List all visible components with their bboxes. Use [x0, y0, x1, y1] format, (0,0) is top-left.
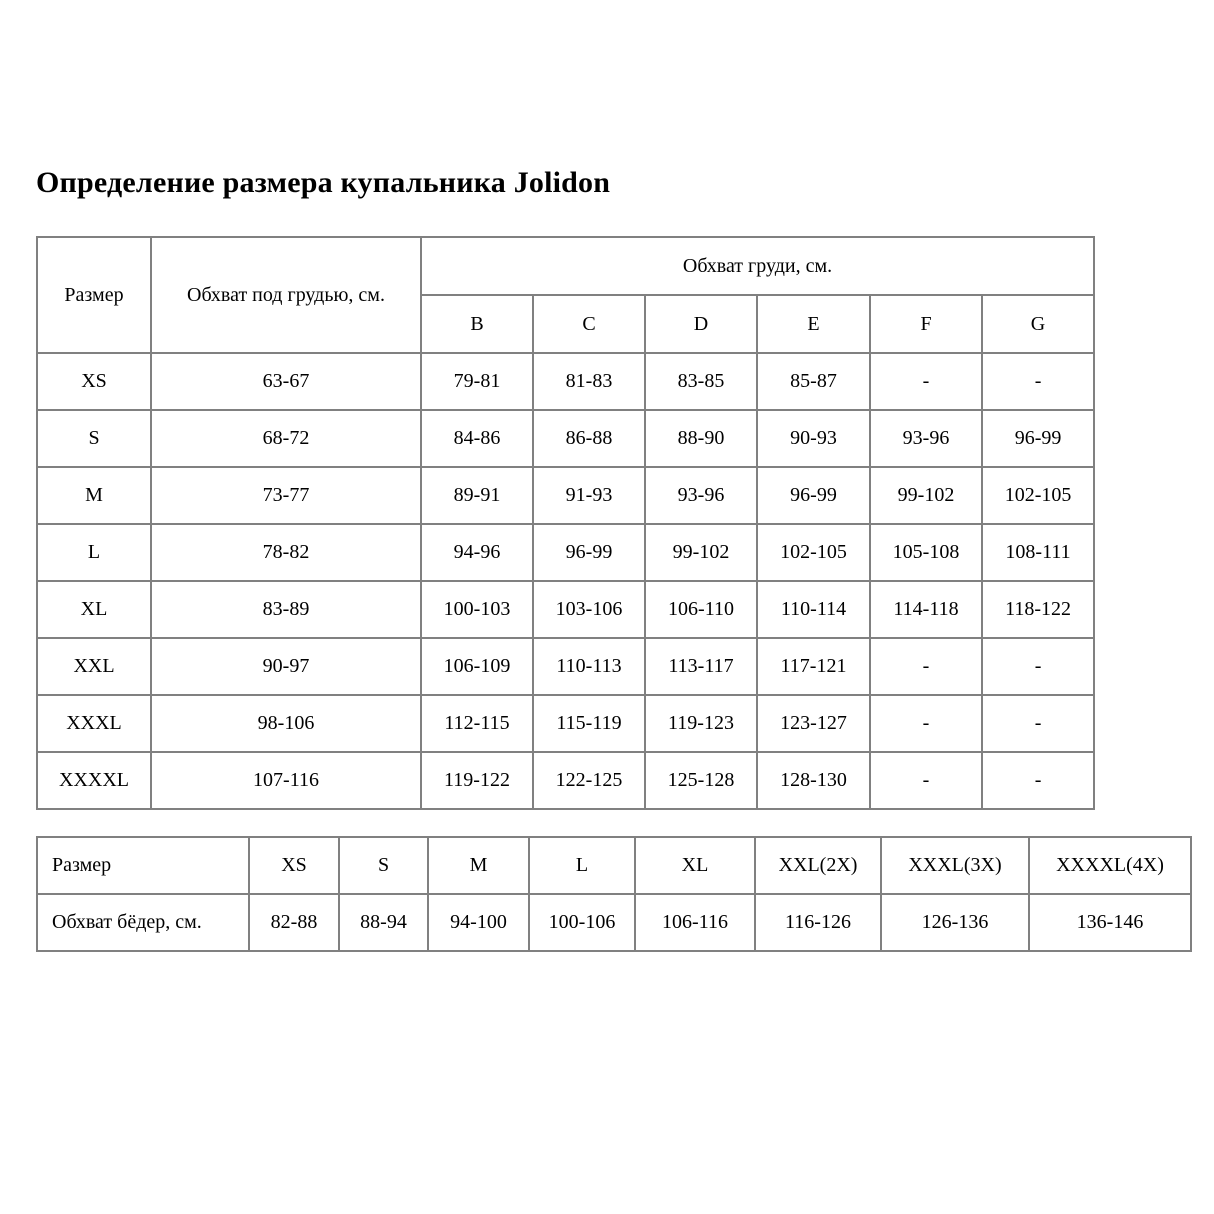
- size-cell: XXL: [37, 638, 151, 695]
- cup-cell: 102-105: [757, 524, 870, 581]
- hips-value-cell: 106-116: [635, 894, 755, 951]
- hips-value-cell: 136-146: [1029, 894, 1191, 951]
- size-cell: XXXXL: [37, 752, 151, 809]
- underbust-cell: 90-97: [151, 638, 421, 695]
- cup-cell: 96-99: [757, 467, 870, 524]
- size-cell: XS: [37, 353, 151, 410]
- cup-cell: 99-102: [645, 524, 757, 581]
- hips-header-row: [37, 837, 1191, 894]
- cup-cell: 115-119: [533, 695, 645, 752]
- cup-cell: -: [982, 638, 1094, 695]
- hips-size-cell: XL: [635, 837, 755, 894]
- cup-cell: 96-99: [533, 524, 645, 581]
- size-cell: XXXL: [37, 695, 151, 752]
- table-row-l: [37, 524, 1094, 581]
- size-cell: S: [37, 410, 151, 467]
- cup-cell: 113-117: [645, 638, 757, 695]
- cup-cell: 118-122: [982, 581, 1094, 638]
- hips-size-cell: S: [339, 837, 428, 894]
- cup-cell: 106-110: [645, 581, 757, 638]
- size-cell: L: [37, 524, 151, 581]
- underbust-cell: 78-82: [151, 524, 421, 581]
- bust-size-table: [36, 236, 1095, 810]
- cup-cell: 93-96: [645, 467, 757, 524]
- table-row-xxxl: [37, 695, 1094, 752]
- cup-cell: 81-83: [533, 353, 645, 410]
- underbust-cell: 73-77: [151, 467, 421, 524]
- header-cup-c: C: [533, 295, 645, 353]
- cup-cell: 103-106: [533, 581, 645, 638]
- hips-measure-label: Обхват бёдер, см.: [37, 894, 249, 951]
- cup-cell: 91-93: [533, 467, 645, 524]
- header-bust: Обхват груди, см.: [421, 237, 1094, 295]
- hips-size-cell: L: [529, 837, 635, 894]
- cup-cell: 89-91: [421, 467, 533, 524]
- hips-size-label: Размер: [37, 837, 249, 894]
- hips-value-cell: 116-126: [755, 894, 881, 951]
- hips-value-cell: 100-106: [529, 894, 635, 951]
- cup-cell: 106-109: [421, 638, 533, 695]
- cup-cell: 105-108: [870, 524, 982, 581]
- hips-value-cell: 94-100: [428, 894, 529, 951]
- header-cup-f: F: [870, 295, 982, 353]
- cup-cell: 79-81: [421, 353, 533, 410]
- size-cell: M: [37, 467, 151, 524]
- cup-cell: 122-125: [533, 752, 645, 809]
- cup-cell: 83-85: [645, 353, 757, 410]
- page-title: Определение размера купальника Jolidon: [36, 166, 611, 199]
- cup-cell: 84-86: [421, 410, 533, 467]
- table-row-xxxxl: [37, 752, 1094, 809]
- cup-cell: 94-96: [421, 524, 533, 581]
- cup-cell: 123-127: [757, 695, 870, 752]
- cup-cell: 96-99: [982, 410, 1094, 467]
- header-size: Размер: [37, 237, 151, 353]
- cup-cell: -: [870, 752, 982, 809]
- table-row-xs: [37, 353, 1094, 410]
- cup-cell: 90-93: [757, 410, 870, 467]
- cup-cell: 99-102: [870, 467, 982, 524]
- header-cup-e: E: [757, 295, 870, 353]
- cup-cell: 112-115: [421, 695, 533, 752]
- hips-size-cell: M: [428, 837, 529, 894]
- cup-cell: 108-111: [982, 524, 1094, 581]
- hips-size-cell: XXL(2X): [755, 837, 881, 894]
- table-row-xl: [37, 581, 1094, 638]
- hips-value-cell: 126-136: [881, 894, 1029, 951]
- table-row-m: [37, 467, 1094, 524]
- header-cup-g: G: [982, 295, 1094, 353]
- cup-cell: 128-130: [757, 752, 870, 809]
- cup-cell: 117-121: [757, 638, 870, 695]
- table-header-row-1: [37, 237, 1094, 295]
- cup-cell: 86-88: [533, 410, 645, 467]
- hips-value-cell: 88-94: [339, 894, 428, 951]
- table-row-s: [37, 410, 1094, 467]
- header-underbust: Обхват под грудью, см.: [151, 237, 421, 353]
- underbust-cell: 63-67: [151, 353, 421, 410]
- cup-cell: 119-122: [421, 752, 533, 809]
- hips-values-row: [37, 894, 1191, 951]
- underbust-cell: 107-116: [151, 752, 421, 809]
- cup-cell: 85-87: [757, 353, 870, 410]
- size-cell: XL: [37, 581, 151, 638]
- cup-cell: 93-96: [870, 410, 982, 467]
- cup-cell: 110-113: [533, 638, 645, 695]
- hips-size-table: [36, 836, 1192, 952]
- cup-cell: 110-114: [757, 581, 870, 638]
- underbust-cell: 83-89: [151, 581, 421, 638]
- cup-cell: -: [982, 752, 1094, 809]
- hips-size-cell: XXXXL(4X): [1029, 837, 1191, 894]
- table-row-xxl: [37, 638, 1094, 695]
- cup-cell: 125-128: [645, 752, 757, 809]
- underbust-cell: 68-72: [151, 410, 421, 467]
- cup-cell: -: [982, 353, 1094, 410]
- cup-cell: 88-90: [645, 410, 757, 467]
- hips-value-cell: 82-88: [249, 894, 339, 951]
- cup-cell: -: [982, 695, 1094, 752]
- cup-cell: -: [870, 638, 982, 695]
- hips-size-cell: XXXL(3X): [881, 837, 1029, 894]
- header-cup-b: B: [421, 295, 533, 353]
- cup-cell: 100-103: [421, 581, 533, 638]
- cup-cell: -: [870, 695, 982, 752]
- cup-cell: 114-118: [870, 581, 982, 638]
- hips-size-cell: XS: [249, 837, 339, 894]
- cup-cell: -: [870, 353, 982, 410]
- cup-cell: 119-123: [645, 695, 757, 752]
- header-cup-d: D: [645, 295, 757, 353]
- cup-cell: 102-105: [982, 467, 1094, 524]
- underbust-cell: 98-106: [151, 695, 421, 752]
